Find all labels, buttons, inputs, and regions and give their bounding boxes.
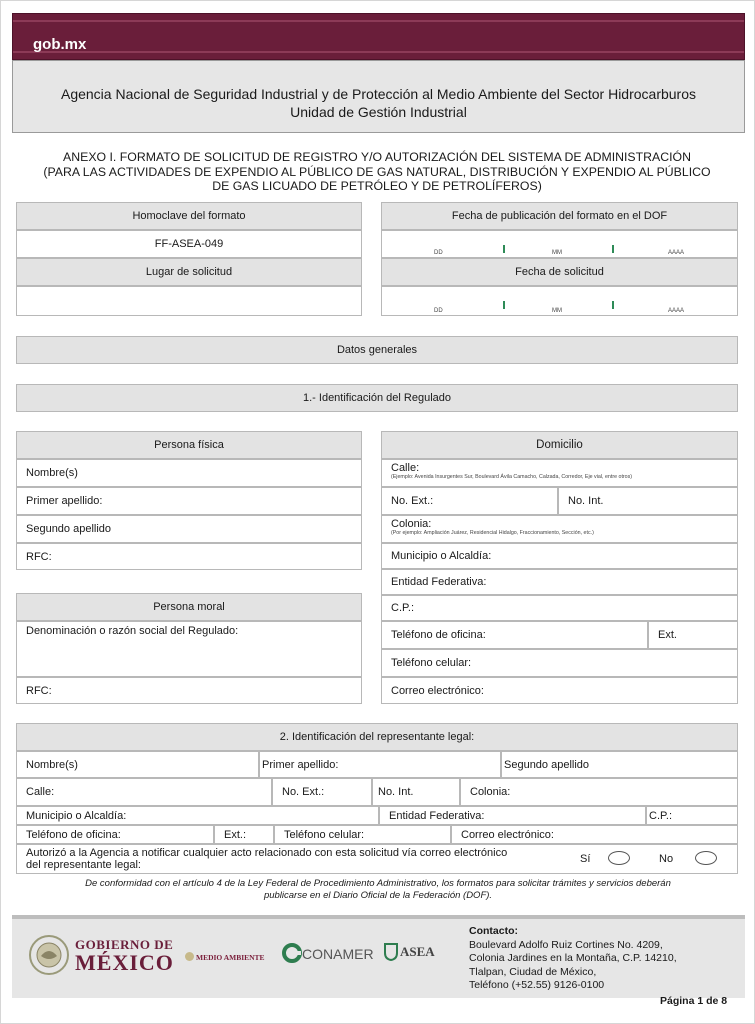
contact-line-1: Boulevard Adolfo Ruiz Cortines No. 4209, [469, 938, 663, 951]
dom-noext-field[interactable] [381, 487, 558, 515]
place-field[interactable] [16, 286, 362, 316]
dom-calle-field[interactable] [381, 459, 738, 487]
dom-correo-label: Correo electrónico: [391, 684, 484, 697]
rep-tel-celular-label: Teléfono celular: [284, 828, 365, 841]
header-stripe-top [13, 20, 744, 22]
dom-municipio-label: Municipio o Alcaldía: [391, 550, 492, 562]
medio-ambiente-text: MEDIO AMBIENTE [196, 953, 265, 962]
pf-segundo-label: Segundo apellido [26, 523, 112, 535]
dom-noint-field[interactable] [558, 487, 738, 515]
rep-tel-oficina-label: Teléfono de oficina: [26, 828, 121, 841]
pf-nombre-field[interactable] [16, 459, 362, 487]
rep-ext-field[interactable] [214, 825, 274, 844]
dom-tel-oficina-field[interactable] [381, 621, 648, 649]
dom-entidad-field[interactable] [381, 569, 738, 595]
agency-name: Agencia Nacional de Seguridad Industrial y de Protección al Medio Ambiente del Sector Hidrocarburos [60, 86, 697, 102]
rep-ext-label: Ext.: [224, 828, 247, 841]
pub-aaaa-label: AAAA [668, 250, 685, 256]
pub-date-label: Fecha de publicación del formato en el DOF [381, 202, 738, 230]
dom-tel-celular-field[interactable] [381, 649, 738, 677]
homoclave-value: FF-ASEA-049 [16, 230, 362, 258]
legal-note-line-2: publicarse en el Diario Oficial de la Federación (DOF). [263, 890, 493, 901]
pf-rfc-label: RFC: [26, 550, 52, 563]
contact-block [469, 925, 677, 993]
asea-text: ASEA [400, 944, 435, 959]
rep-tel-oficina-field[interactable] [16, 825, 214, 844]
rep-nombre-field[interactable] [16, 751, 259, 778]
agency-banner [12, 60, 745, 133]
gobierno-de-text: GOBIERNO DE [75, 937, 174, 952]
dom-municipio-field[interactable] [381, 543, 738, 569]
pub-sep-1 [503, 245, 505, 253]
req-sep-1 [503, 301, 505, 309]
rep-municipio-field[interactable] [16, 806, 379, 825]
dom-colonia-label: Colonia: [391, 518, 432, 530]
dom-ext-label: Ext. [658, 629, 677, 641]
radio-no-label: No [659, 853, 674, 865]
asea-icon [384, 943, 398, 961]
annex-title [15, 150, 739, 194]
section-general: Datos generales [16, 336, 738, 364]
dom-calle-label: Calle: [391, 462, 420, 474]
pm-denominacion-label: Denominación o razón social del Regulado: [26, 625, 239, 637]
rep-primer-field[interactable] [259, 751, 501, 778]
pf-primer-label: Primer apellido: [26, 495, 103, 507]
national-emblem-icon [28, 932, 70, 978]
header-bar [12, 13, 745, 60]
rep-segundo-field[interactable] [501, 751, 738, 778]
pm-rfc-field[interactable] [16, 677, 362, 704]
req-aaaa-label: AAAA [668, 308, 685, 314]
place-label: Lugar de solicitud [16, 258, 362, 286]
request-date-label: Fecha de solicitud [381, 258, 738, 286]
dom-colonia-field[interactable] [381, 515, 738, 543]
rep-colonia-label: Colonia: [470, 786, 511, 798]
rep-cp-field[interactable] [646, 806, 738, 825]
dom-tel-celular-label: Teléfono celular: [391, 657, 472, 669]
rep-calle-field[interactable] [16, 778, 272, 806]
req-dd-label: DD [434, 308, 443, 314]
dom-cp-label: C.P.: [391, 602, 415, 614]
pf-nombre-label: Nombre(s) [26, 467, 78, 479]
rep-correo-field[interactable] [451, 825, 738, 844]
dom-tel-oficina-label: Teléfono de oficina: [391, 629, 486, 641]
pm-rfc-label: RFC: [26, 684, 52, 697]
radio-no[interactable] [695, 851, 717, 865]
rep-entidad-field[interactable] [379, 806, 646, 825]
contact-line-4: Teléfono (+52.55) 9126-0100 [469, 979, 605, 991]
rep-colonia-field[interactable] [460, 778, 738, 806]
dom-colonia-hint: (Por ejemplo: Ampliación Juárez, Residencial Hidalgo, Fraccionamiento, Sección, etc.) [391, 530, 594, 536]
domicilio-title: Domicilio [381, 431, 738, 459]
req-sep-2 [612, 301, 614, 309]
dom-cp-field[interactable] [381, 595, 738, 621]
dom-correo-field[interactable] [381, 677, 738, 704]
legal-note-line-1: De conformidad con el artículo 4 de la Ley Federal de Procedimiento Administrativo, los formatos para solicitar trámites y servicios deberán [85, 878, 671, 889]
request-date-field[interactable] [381, 286, 738, 316]
section-regulated: 1.- Identificación del Regulado [16, 384, 738, 412]
req-mm-label: MM [552, 308, 562, 314]
dom-entidad-label: Entidad Federativa: [391, 576, 487, 588]
contact-line-2: Colonia Jardines en la Montaña, C.P. 14210, [469, 952, 677, 964]
conamer-icon [282, 943, 302, 963]
rep-correo-label: Correo electrónico: [461, 828, 554, 841]
dom-noint-label: No. Int. [568, 495, 604, 507]
dom-calle-hint: (Ejemplo: Avenida Insurgentes Sur, Boulevard Ávila Camacho, Calzada, Corredor, Eje vial, entre otros) [391, 474, 633, 480]
rep-noext-field[interactable] [272, 778, 372, 806]
pub-mm-label: MM [552, 250, 562, 256]
section-representative: 2. Identificación del representante legal: [16, 723, 738, 751]
pm-denominacion-field[interactable] [16, 621, 362, 677]
conamer-text: CONAMER [302, 946, 374, 962]
rep-segundo-label: Segundo apellido [504, 758, 590, 771]
rep-nombre-label: Nombre(s) [26, 758, 78, 771]
unit-name: Unidad de Gestión Industrial [290, 104, 467, 120]
persona-moral-title: Persona moral [16, 593, 362, 621]
pf-primer-field[interactable] [16, 487, 362, 515]
dom-ext-field[interactable] [648, 621, 738, 649]
rep-cp-label: C.P.: [649, 809, 673, 822]
homoclave-label: Homoclave del formato [16, 202, 362, 230]
footer [12, 915, 745, 998]
rep-calle-label: Calle: [26, 786, 55, 798]
rep-autoriza-line-1: Autorizó a la Agencia a notificar cualquier acto relacionado con esta solicitud vía correo electrónico [26, 847, 508, 859]
rep-primer-label: Primer apellido: [262, 758, 339, 771]
medio-ambiente-icon [185, 952, 194, 961]
persona-fisica-title: Persona física [16, 431, 362, 459]
rep-autoriza-row [16, 844, 738, 874]
mexico-text: MÉXICO [75, 950, 174, 975]
gobmx-logo[interactable]: gob.mx [33, 36, 87, 53]
pub-date-field[interactable] [381, 230, 738, 258]
contact-title: Contacto: [469, 925, 518, 937]
dom-noext-label: No. Ext.: [391, 495, 434, 507]
contact-line-3: Tlalpan, Ciudad de México, [469, 965, 597, 978]
rep-entidad-label: Entidad Federativa: [389, 809, 485, 822]
pub-sep-2 [612, 245, 614, 253]
radio-si[interactable] [608, 851, 630, 865]
page-number: Página 1 de 8 [660, 995, 728, 1007]
annex-line-3: DE GAS LICUADO DE PETRÓLEO Y DE PETROLÍFEROS) [212, 179, 542, 193]
rep-municipio-label: Municipio o Alcaldía: [26, 809, 127, 822]
annex-line-2: (PARA LAS ACTIVIDADES DE EXPENDIO AL PÚBLICO DE GAS NATURAL, DISTRIBUCIÓN Y EXPENDIO AL PÚBLICO [43, 164, 711, 179]
rep-noext-label: No. Ext.: [282, 786, 325, 798]
rep-tel-celular-field[interactable] [274, 825, 451, 844]
header-stripe-bottom [13, 51, 744, 53]
rep-autoriza-line-2: del representante legal: [26, 859, 141, 871]
radio-si-label: Sí [580, 853, 591, 865]
legal-note [15, 878, 741, 902]
annex-line-1: ANEXO I. FORMATO DE SOLICITUD DE REGISTRO Y/O AUTORIZACIÓN DEL SISTEMA DE ADMINISTRACIÓN [63, 150, 691, 164]
rep-noint-label: No. Int. [378, 786, 414, 798]
pub-dd-label: DD [434, 250, 443, 256]
pf-rfc-field[interactable] [16, 543, 362, 570]
pf-segundo-field[interactable] [16, 515, 362, 543]
rep-noint-field[interactable] [372, 778, 460, 806]
